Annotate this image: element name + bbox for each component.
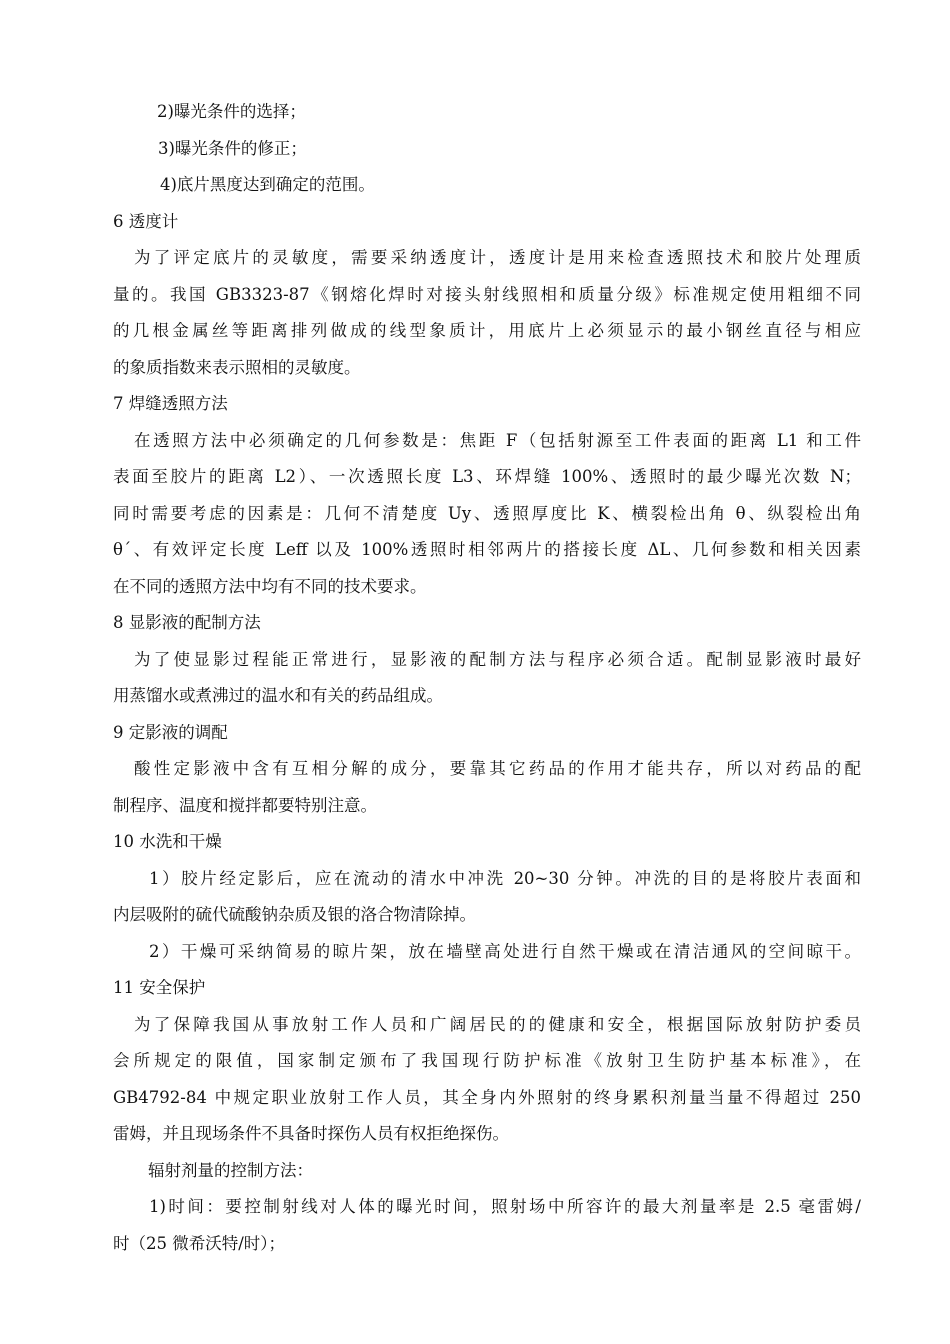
paragraph-line: 在透照方法中必须确定的几何参数是：焦距 F（包括射源至工件表面的距离 L1 和工件 (134, 430, 861, 450)
paragraph-line: 为了评定底片的灵敏度，需要采纳透度计，透度计是用来检查透照技术和胶片处理质 (134, 248, 861, 267)
paragraph-line: GB4792-84 中规定职业放射工作人员，其全身内外照射的终身累积剂量当量不得超过 250 (113, 1087, 861, 1107)
paragraph-line: 雷姆，并且现场条件不具备时探伤人员有权拒绝探伤。 (113, 1124, 509, 1143)
section-heading-7: 7 焊缝透照方法 (113, 394, 228, 413)
paragraph-line: θ´、有效评定长度 Leff 以及 100%透照时相邻两片的搭接长度 ΔL、几何参数和相关因素 (113, 540, 861, 559)
paragraph-line: 制程序、温度和搅拌都要特别注意。 (113, 795, 377, 815)
paragraph-line: 表面至胶片的距离 L2）、一次透照长度 L3、环焊缝 100%、透照时的最少曝光次数 N； (113, 467, 861, 486)
list-item-exposure-selection: 2)曝光条件的选择； (157, 102, 306, 121)
section-heading-8: 8 显影液的配制方法 (113, 613, 261, 632)
paragraph-line: 同时需要考虑的因素是：几何不清楚度 Uy、透照厚度比 K、横裂检出角 θ、纵裂检出角 (113, 503, 861, 523)
paragraph-line: 酸性定影液中含有互相分解的成分，要靠其它药品的作用才能共存，所以对药品的配 (134, 759, 861, 778)
list-item-film-density: 4)底片黑度达到确定的范围。 (160, 175, 375, 194)
paragraph-line: 会所规定的限值，国家制定颁布了我国现行防护标准《放射卫生防护基本标准》，在 (113, 1051, 861, 1070)
list-item-rinse: 1）胶片经定影后，应在流动的清水中冲洗 20~30 分钟。冲洗的目的是将胶片表面和 (149, 868, 861, 888)
section-heading-9: 9 定影液的调配 (113, 722, 228, 742)
paragraph-line: 为了使显影过程能正常进行，显影液的配制方法与程序必须合适。配制显影液时最好 (134, 649, 861, 669)
section-heading-10: 10 水洗和干燥 (113, 832, 222, 851)
list-item-time-control: 1)时间：要控制射线对人体的曝光时间，照射场中所容许的最大剂量率是 2.5 毫雷姆/ (149, 1197, 861, 1216)
paragraph-line: 内层吸附的硫代硫酸钠杂质及银的洛合物清除掉。 (113, 905, 476, 924)
section-heading-11: 11 安全保护 (113, 978, 206, 997)
paragraph-line: 在不同的透照方法中均有不同的技术要求。 (113, 576, 427, 596)
section-heading-6: 6 透度计 (113, 211, 179, 231)
paragraph-line: 为了保障我国从事放射工作人员和广阔居民的的健康和安全，根据国际放射防护委员 (134, 1014, 861, 1034)
paragraph-line: 的象质指数来表示照相的灵敏度。 (113, 357, 361, 377)
paragraph-line: 的几根金属丝等距离排列做成的线型象质计，用底片上必须显示的最小钢丝直径与相应 (113, 321, 861, 340)
paragraph-line: 量的。我国 GB3323-87《钢熔化焊时对接头射线照相和质量分级》标准规定使用粗细不同 (113, 284, 861, 304)
paragraph-line: 用蒸馏水或煮沸过的温水和有关的药品组成。 (113, 686, 443, 705)
document-page (113, 94, 861, 1262)
list-item-exposure-correction: 3)曝光条件的修正； (158, 138, 307, 158)
dose-control-heading: 辐射剂量的控制方法： (148, 1160, 313, 1180)
list-item-drying: 2）干燥可采纳简易的晾片架，放在墙壁高处进行自然干燥或在清洁通风的空间晾干。 (149, 941, 861, 961)
paragraph-line: 时（25 微希沃特/时）； (113, 1233, 286, 1253)
